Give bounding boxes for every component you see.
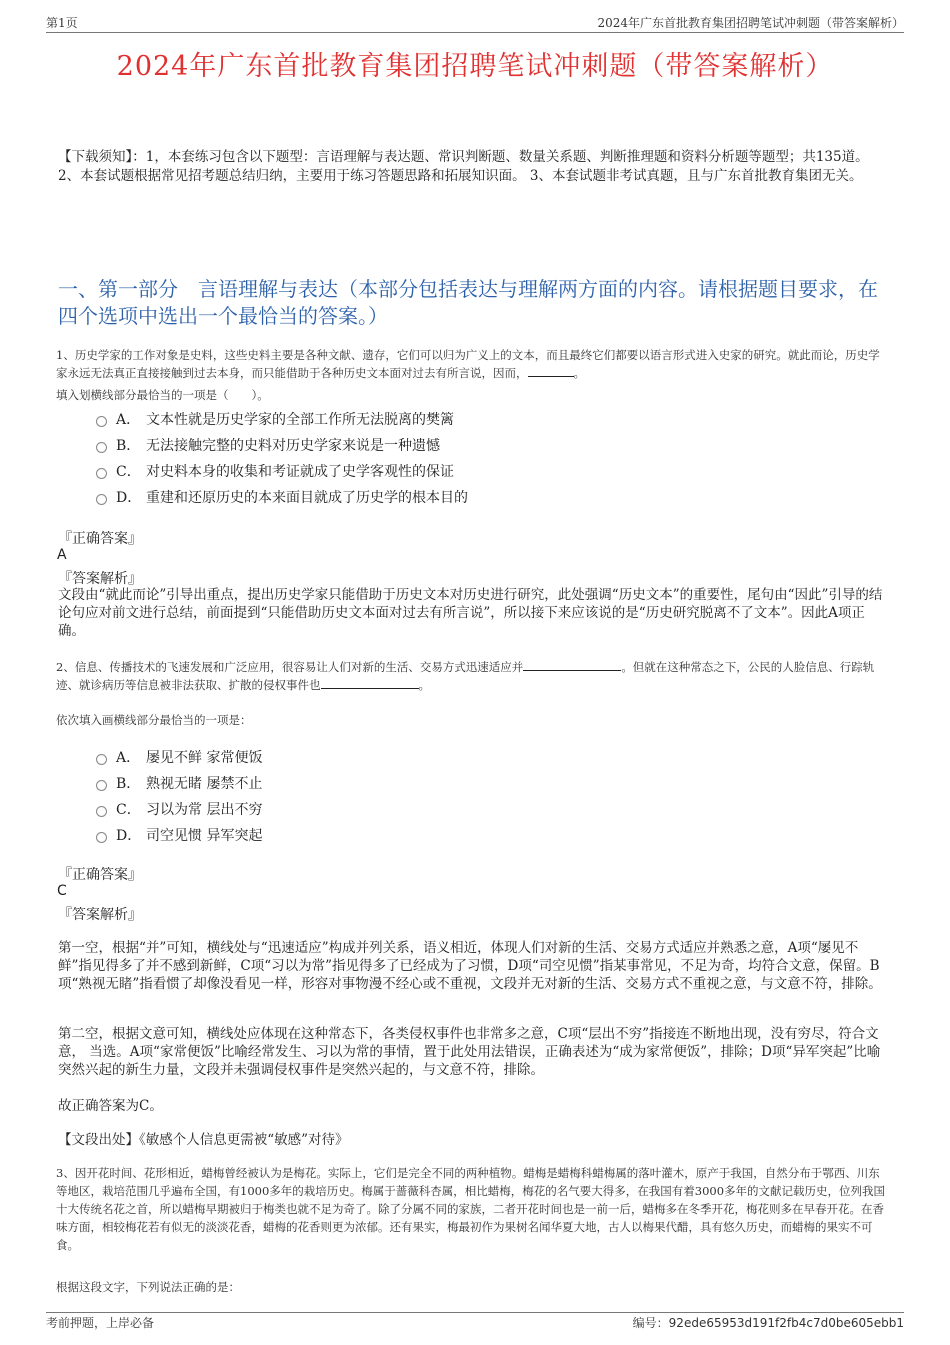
- answer-blank: [523, 658, 621, 671]
- option-c[interactable]: [96, 458, 468, 484]
- question-2-source: 【文段出处】《敏感个人信息更需被“敏感”对待》: [58, 1132, 349, 1148]
- option-letter: A．: [116, 750, 141, 766]
- document-code-label: 编号：: [632, 1316, 669, 1330]
- page-number: 第1页: [46, 16, 78, 30]
- document-code: [633, 1314, 904, 1331]
- option-letter: C．: [116, 464, 141, 480]
- footer-divider: [46, 1312, 904, 1313]
- radio-icon[interactable]: [96, 494, 107, 505]
- option-b[interactable]: [96, 432, 468, 458]
- document-code-value: 92ede65953d191f2fb4c7d0be605ebb1: [668, 1316, 904, 1330]
- option-b[interactable]: [96, 770, 262, 796]
- question-1-analysis: 文段由“就此而论”引导出重点，提出历史学家只能借助于历史文本对历史进行研究，此处强调“历史文本”的重要性，尾句由“因此”引导的结论句应对前文进行总结，前面提到“只能借助历史文本面对过去有所言说”，所以接下来应该说的是“历史研究脱离不了文本”。因此A项正确。: [58, 587, 883, 639]
- question-2-stem-end: 。: [418, 678, 430, 692]
- analysis-label: 『答案解析』: [58, 907, 142, 923]
- option-text: 熟视无睹 屡禁不止: [146, 776, 263, 792]
- option-text: 习以为常 层出不穷: [146, 802, 263, 818]
- footer-slogan: 考前押题，上岸必备: [46, 1316, 155, 1330]
- question-3-text: 3、因开花时间、花形相近，蜡梅曾经被认为是梅花。实际上，它们是完全不同的两种植物。蜡梅是蜡梅科蜡梅属的落叶灌木，原产于我国，自然分布于鄂西、川东等地区，栽培范围几乎遍布全国，有1000多年的栽培历史。梅属于蔷薇科杏属，相比蜡梅，梅花的名气要大得多，在我国有着3000多年的文献记载历史，位列我国十大传统名花之首，所以蜡梅早期被归于梅类也就不足为奇了。除了分属不同的家族，二者开花时间也是一前一后，蜡梅多在冬季开花，梅花则多在早春开花。在香味方面，相较梅花若有似无的淡淡花香，蜡梅的花香则更为浓郁。还有果实，梅最初作为果树名闻华夏大地，古人以梅果代醋，具有悠久历史，而蜡梅的果实不可食。: [56, 1166, 886, 1252]
- header-divider: [46, 32, 904, 33]
- radio-icon[interactable]: [96, 806, 107, 817]
- option-text: 屡见不鲜 家常便饭: [146, 750, 263, 766]
- running-header-title: 2024年广东首批教育集团招聘笔试冲刺题（带答案解析）: [597, 16, 904, 30]
- question-2-text: [56, 658, 890, 694]
- question-2-stem-a: 2、信息、传播技术的飞速发展和广泛应用，很容易让人们对新的生活、交易方式迅速适应并: [56, 660, 524, 674]
- option-letter: D．: [116, 828, 142, 844]
- question-2-analysis-p3: 故正确答案为C。: [58, 1098, 163, 1114]
- correct-answer-label: 『正确答案』: [58, 867, 142, 883]
- question-2-stem-b: 。但就在这种常态之下，公民的人脸信息、行踪轨迹、就诊病历等信息被非法获取、扩散的侵权事件也: [56, 660, 875, 692]
- option-text: 对史料本身的收集和考证就成了史学客观性的保证: [146, 464, 454, 480]
- option-letter: A．: [116, 412, 141, 428]
- answer-blank: [528, 364, 574, 377]
- option-letter: C．: [116, 802, 141, 818]
- radio-icon[interactable]: [96, 442, 107, 453]
- option-a[interactable]: [96, 406, 468, 432]
- option-letter: B．: [116, 776, 141, 792]
- correct-answer-value: A: [57, 547, 67, 563]
- question-1-stem-end: 。: [573, 366, 585, 380]
- question-2-analysis-p1: 第一空，根据“并”可知，横线处与“迅速适应”构成并列关系，语义相近，体现人们对新的生活、交易方式适应并熟悉之意，A项“屡见不鲜”指见得多了并不感到新鲜，C项“习以为常”指见得多了已经成为了习惯，D项“司空见惯”指某事常见，不足为奇，均符合文意，保留。B项“熟视无睹”指看惯了却像没看见一样，形容对事物漫不经心或不重视，文段并无对新的生活、交易方式不重视之意，与文意不符，排除。: [58, 940, 882, 992]
- option-a[interactable]: [96, 744, 262, 770]
- option-letter: D．: [116, 490, 142, 506]
- question-1-prompt: 填入划横线部分最恰当的一项是（ ）。: [56, 388, 269, 402]
- section-heading: 一、第一部分 言语理解与表达（本部分包括表达与理解两方面的内容。请根据题目要求，在四个选项中选出一个最恰当的答案。）: [58, 277, 878, 328]
- option-d[interactable]: [96, 822, 262, 848]
- answer-blank: [321, 676, 419, 689]
- question-2-analysis-p2: 第二空，根据文意可知，横线处应体现在这种常态下，各类侵权事件也非常多之意，C项“层出不穷”指接连不断地出现，没有穷尽，符合文意， 当选。A项“家常便饭”比喻经常发生、习以为常的事情，置于此处用法错误，正确表述为“成为家常便饭”，排除；D项“异军突起”比喻突然兴起的新生力量，文段并未强调侵权事件是突然兴起的，与文意不符，排除。: [58, 1026, 881, 1078]
- question-1-text: [56, 346, 890, 382]
- option-text: 无法接触完整的史料对历史学家来说是一种遗憾: [146, 438, 440, 454]
- correct-answer-label: 『正确答案』: [58, 531, 142, 547]
- radio-icon[interactable]: [96, 416, 107, 427]
- question-2-prompt: 依次填入画横线部分最恰当的一项是：: [56, 713, 252, 727]
- option-text: 司空见惯 异军突起: [146, 828, 263, 844]
- radio-icon[interactable]: [96, 780, 107, 791]
- option-text: 重建和还原历史的本来面目就成了历史学的根本目的: [146, 490, 468, 506]
- question-3-prompt: 根据这段文字，下列说法正确的是：: [56, 1280, 240, 1294]
- option-d[interactable]: [96, 484, 468, 510]
- option-letter: B．: [116, 438, 141, 454]
- radio-icon[interactable]: [96, 468, 107, 479]
- option-c[interactable]: [96, 796, 262, 822]
- radio-icon[interactable]: [96, 754, 107, 765]
- download-notice: 【下载须知】：1，本套练习包含以下题型：言语理解与表达题、常识判断题、数量关系题、判断推理题和资料分析题等题型；共135道。 2、本套试题根据常见招考题总结归纳，主要用于练习答题思路和拓展知识面。 3、本套试题非考试真题，且与广东首批教育集团无关。: [58, 149, 869, 184]
- question-2-options: [96, 744, 262, 848]
- correct-answer-value: C: [57, 883, 67, 899]
- analysis-label: 『答案解析』: [58, 571, 142, 587]
- question-1-options: [96, 406, 468, 510]
- question-1-stem: 1、历史学家的工作对象是史料，这些史料主要是各种文献、遗存，它们可以归为广义上的文本，而且最终它们都要以语言形式进入史家的研究。就此而论，历史学家永远无法真正直接接触到过去本身，而只能借助于各种历史文本面对过去有所言说，因而，: [56, 348, 880, 380]
- option-text: 文本性就是历史学家的全部工作所无法脱离的樊篱: [146, 412, 454, 428]
- radio-icon[interactable]: [96, 832, 107, 843]
- document-title: 2024年广东首批教育集团招聘笔试冲刺题（带答案解析）: [116, 51, 834, 82]
